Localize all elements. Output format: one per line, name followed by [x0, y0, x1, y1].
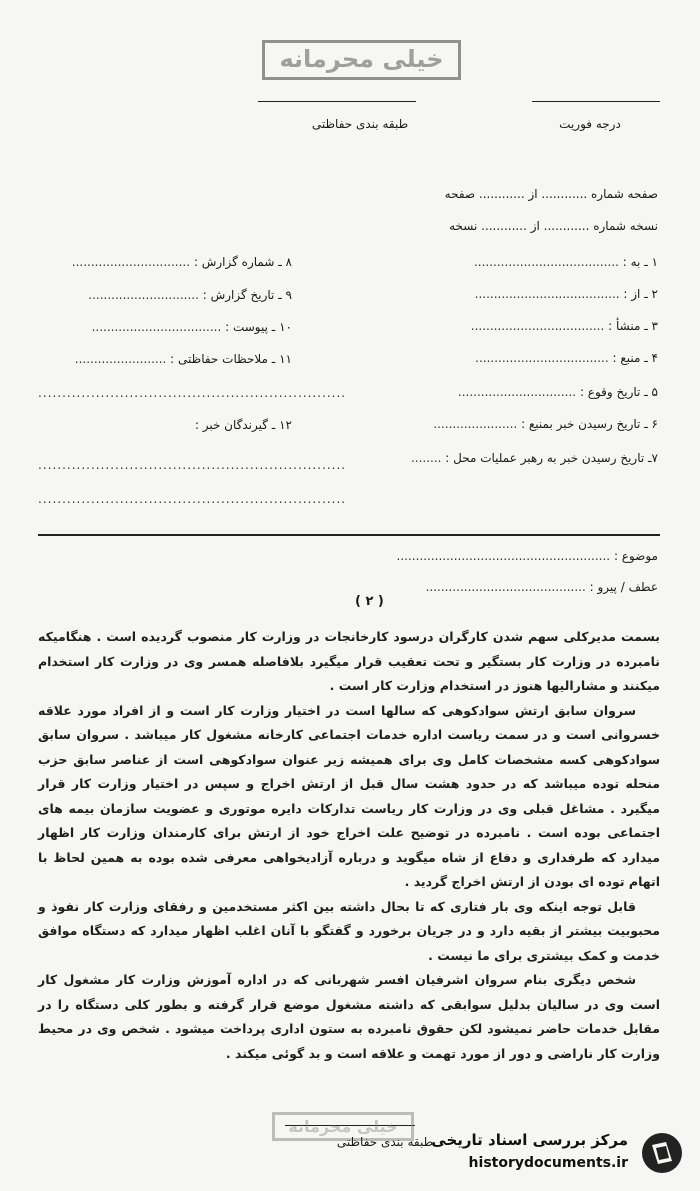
history-documents-logo-icon	[642, 1133, 682, 1173]
field-report-date	[88, 288, 292, 302]
classification-stamp-top: خیلی محرمانه	[262, 40, 461, 80]
document-body	[38, 625, 660, 1066]
field-security-notes-label: ۱۱ ـ ملاحظات حفاظتی :	[170, 352, 292, 366]
field-news-source-date-label: ۶ ـ تاریخ رسیدن خبر بمنبع :	[521, 417, 658, 431]
field-recipients-dots-2: ................................................................	[38, 492, 347, 506]
field-news-source-date-dots: ......................	[433, 417, 518, 431]
field-from-dots: ......................................	[474, 287, 620, 301]
header-line-left	[258, 101, 416, 102]
field-origin-label: ۳ ـ منشأ :	[608, 319, 658, 333]
body-paragraph: شخص دیگری بنام سروان اشرفیان افسر شهربانی که در اداره آموزش وزارت کار مشغول کار است وی در سالیان بدلیل سوابقی که داشته مشغول موضع قرار گرفته و بطور کلی دستگاه را در مقابل خدمات حاضر نمیشود لکن حقوق نامبرده به ستون اداری پرداخت میشود . شخص وی در محیط وزارت کار ناراضی و دور از مورد تهمت و علاقه است و بد گوئی میکند .	[38, 972, 660, 1061]
subject-field	[397, 549, 658, 563]
page-number-field: صفحه شماره ............ از ............ صفحه	[444, 187, 658, 201]
field-recipients	[195, 418, 292, 432]
field-source-dots: ...................................	[475, 351, 609, 365]
field-news-leader-date-dots: ........	[410, 451, 442, 465]
watermark-title: مرکز بررسی اسناد تاریخی	[431, 1131, 628, 1149]
field-attachment-dots: ..................................	[91, 320, 222, 334]
watermark-url: historydocuments.ir	[468, 1155, 628, 1171]
field-occurrence-date	[458, 385, 658, 399]
field-news-source-date	[433, 417, 658, 431]
classification-stamp-bottom: خیلی محرمانه	[272, 1112, 414, 1141]
field-report-number	[72, 255, 292, 269]
field-report-number-label: ۸ ـ شماره گزارش :	[193, 255, 292, 269]
body-paragraph: بسمت مدیرکلی سهم شدن کارگران درسود کارخانجات در وزارت کار منصوب گردیده است . هنگامیکه نامبرده در وزارت کار بستگیر و تحت تعقیب قرار میگیرد بلافاصله همسر وی در وزارت کار استخدام میکنند و مشارالیها هنوز در استخدام وزارت کار است .	[38, 629, 660, 693]
field-occurrence-date-dots: ...............................	[457, 385, 577, 399]
field-attachment	[92, 320, 292, 334]
field-security-notes-dots-extra: ................................................................	[38, 386, 347, 400]
page-number: ( ۲ )	[355, 594, 384, 609]
reference-label: عطف / پیرو :	[589, 580, 658, 594]
subject-label: موضوع :	[613, 549, 658, 563]
header-line-right	[532, 101, 660, 102]
field-from	[475, 287, 658, 301]
field-news-leader-date	[411, 451, 658, 465]
reference-dots: ..........................................	[425, 580, 586, 594]
field-to-label: ۱ ـ به :	[622, 255, 658, 269]
field-to	[474, 255, 658, 269]
field-from-label: ۲ ـ از :	[623, 287, 658, 301]
field-security-notes-dots: ........................	[74, 352, 167, 366]
reference-field	[426, 580, 658, 594]
field-report-number-dots: ...............................	[71, 255, 191, 269]
field-news-leader-date-label: ۷ـ تاریخ رسیدن خبر به رهبر عملیات محل :	[445, 451, 658, 465]
body-paragraph: سروان سابق ارتش سوادکوهی که سالها است در اختیار وزارت کار است و از افراد مورد علاقه خسروانی است و در سمت ریاست اداره خدمات اجتماعی کارخانه مشغول کار میباشد . سروان سابق سوادکوهی کسه مشخصات کامل وی برای همیشه زیر عنوان سوادکوهی است از عناصر سابق حزب منحله توده میباشد که در حدود هشت سال قبل از ارتش اخراج و سپس در اختیار وزارت کار قرار میگیرد . مشاغل قبلی وی در وزارت کار ریاست تدارکات دایره موتوری و عضویت سازمان بیمه های اجتماعی بوده است . نامبرده در توضیح علت اخراج خود از ارتش برای کارمندان وزارت کار اظهار میدارد که طرفداری و دفاع از شاه میگوید و درباره آزادیخواهی معرفی شده بوده به همین لحاظ با اتهام توده ای بودن از ارتش اخراج گردید .	[38, 702, 660, 889]
field-report-date-dots: .............................	[88, 288, 199, 302]
urgency-label: درجه فوریت	[559, 117, 621, 131]
field-origin	[471, 319, 658, 333]
field-to-dots: ......................................	[473, 255, 619, 269]
field-occurrence-date-label: ۵ ـ تاریخ وقوع :	[579, 385, 658, 399]
field-attachment-label: ۱۰ ـ پیوست :	[225, 320, 292, 334]
field-recipients-dots-1: ................................................................	[38, 458, 347, 472]
field-security-notes	[75, 352, 292, 366]
subject-dots: ........................................................	[396, 549, 611, 563]
body-paragraph: قابل توجه اینکه وی بار فتاری که تا بحال داشته بین اکثر مستخدمین و رفقای وزارت کار نفوذ و محبوبیت بیشتر از بقیه دارد و در جریان برخورد و گفتگو با آنان اغلب اظهار میدارد که دستگاه موافق خدمت و کمک بیشتری برای ما نیست .	[38, 898, 660, 963]
watermark	[431, 1127, 690, 1183]
field-recipients-label: ۱۲ ـ گیرندگان خبر :	[194, 418, 292, 432]
classification-label: طبقه بندی حفاظتی	[311, 117, 409, 131]
section-divider	[38, 534, 660, 536]
field-report-date-label: ۹ ـ تاریخ گزارش :	[202, 288, 292, 302]
field-origin-dots: ...................................	[470, 319, 605, 333]
field-source	[475, 351, 658, 365]
copy-number-field: نسخه شماره ............ از ............ نسخه	[449, 219, 658, 233]
field-source-label: ۴ ـ منبع :	[612, 351, 658, 365]
footer-classification-label: طبقه بندی حفاظتی	[336, 1135, 434, 1149]
